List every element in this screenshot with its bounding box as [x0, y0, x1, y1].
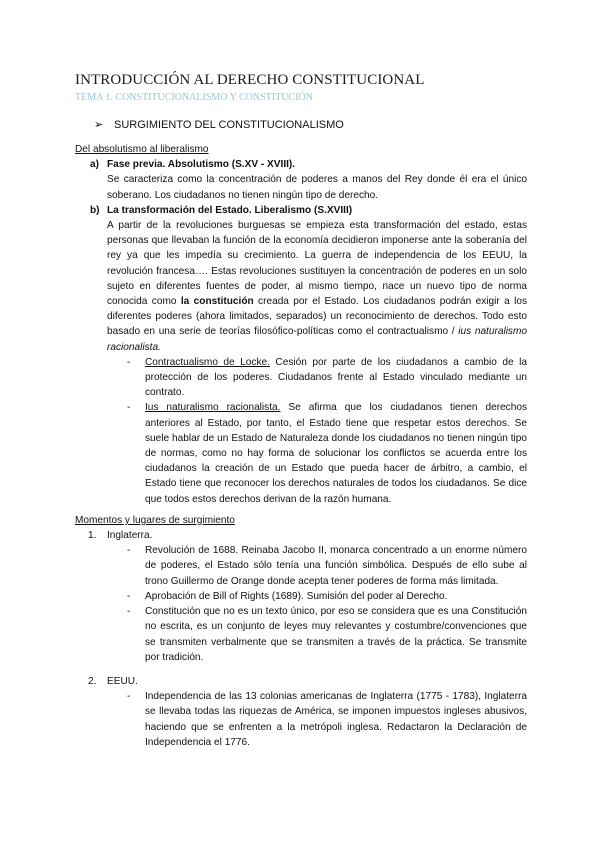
phase-b-title: La transformación del Estado. Liberalismo (S.XVIII)	[107, 204, 353, 216]
list-item-inglaterra	[75, 528, 527, 665]
dash-marker: -	[127, 691, 131, 703]
dash-marker: -	[127, 402, 131, 414]
spacer	[75, 665, 527, 674]
theory-term: Contractualismo de Locke.	[145, 356, 270, 368]
phase-b-text-part1: A partir de la revoluciones burguesas se empieza esta transformación del estado, estas personas que llevaban la función de la economía decidieron imponerse ante la soberanía del rey ya que les impedía su crecimiento. La guerra de independencia de los EEUU, la revolución francesa…. Estas revoluciones sustituyen la concentración de poderes en un solo sujeto en diferentes fuentes de poder, al mismo tiempo, nace un nuevo tipo de norma conocida como	[107, 220, 527, 308]
list-item	[107, 543, 527, 589]
list-marker: b)	[90, 204, 100, 216]
dash-marker: -	[127, 606, 131, 618]
list-item	[107, 589, 527, 604]
list-item	[107, 689, 527, 750]
theory-list	[107, 355, 527, 507]
theory-text: Se afirma que los ciudadanos tienen derechos anteriores al Estado, por tanto, el Estado tiene que respetar estos derechos. Se suele hablar de un Estado de Naturaleza donde los ciudadanos no tienen ningún tipo de normas, como no hay forma de solucionar los conflictos se acuerda entre los ciudadanos la creación de un Estado que pueda hacer de árbitro, a cambio, el Estado tiene que reconocer los derechos naturales de todos los ciudadanos. Se dice que todos estos derechos derivan de la razón humana.	[145, 402, 528, 505]
country-name: Inglaterra.	[107, 530, 153, 542]
list-marker: 1.	[88, 530, 97, 542]
list-item-contractualismo	[107, 355, 527, 401]
fact-text: Aprobación de Bill of Rights (1689). Sumisión del poder al Derecho.	[145, 590, 448, 602]
phase-b-text-bold: la constitución	[180, 296, 254, 308]
subheading-absolutismo: Del absolutismo al liberalismo	[75, 144, 209, 155]
list-item-eeuu	[75, 674, 527, 750]
list-marker: a)	[90, 159, 99, 171]
document-body	[75, 142, 527, 750]
phase-a-text: Se caracteriza como la concentración de poderes a manos del Rey donde él era el único soberano. Los ciudadanos no tienen ningún tipo de derecho.	[107, 174, 527, 201]
theory-term: Ius naturalismo racionalista.	[145, 402, 281, 414]
dash-marker: -	[127, 545, 131, 557]
country-list	[75, 528, 527, 750]
subheading-momentos: Momentos y lugares de surgimiento	[75, 514, 235, 526]
country-facts	[107, 689, 527, 750]
fact-text: Revolución de 1688. Reinaba Jacobo II, monarca concentrado a un enorme número de poderes, el Estado sólo tenía una función simbólica. Después de ello sube al trono Guillermo de Orange donde acepta tener poderes de forma más limitada.	[145, 545, 527, 587]
fact-text: Constitución que no es un texto único, por eso se considera que es una Constitución no escrita, es un conjunto de leyes muy relevantes y costumbre/convenciones que se transmiten verbalmente que se transmiten a través de la práctica. Se transmite por tradición.	[145, 606, 527, 663]
phase-b-text-italic: ius naturalismo racionalista.	[107, 326, 527, 353]
phase-b-text-part2: creada por el Estado. Los ciudadanos podrán exigir a los diferentes poderes (ahora limitados, separados) un reconocimiento de derechos. Todo esto basado en una serie de teorías filosófico-políticas como el contractualismo /	[107, 296, 527, 338]
fact-text: Independencia de las 13 colonias americanas de Inglaterra (1775 - 1783), Inglaterra se llevaba todas las riquezas de América, se imponen impuestos ingleses abusivos, haciendo que se enfrenten a la metrópoli inglesa. Redactaron la Declaración de Independencia el 1776.	[145, 691, 527, 748]
document-title: INTRODUCCIÓN AL DERECHO CONSTITUCIONAL	[75, 72, 425, 88]
dash-marker: -	[127, 590, 131, 602]
list-marker: 2.	[88, 675, 97, 687]
theory-text: Cesión por parte de los ciudadanos a cambio de la protección de los poderes. Ciudadanos frente al Estado vinculado mediante un contrato.	[145, 356, 527, 399]
phase-list	[75, 157, 527, 507]
phase-a-title: Fase previa. Absolutismo (S.XV - XVIII).	[107, 159, 296, 171]
phase-b-text	[107, 218, 527, 355]
list-item-ius-naturalismo	[107, 400, 527, 506]
document-subtitle: TEMA 1. CONSTITUCIONALISMO Y CONSTITUCIÓN	[75, 92, 313, 103]
list-item	[107, 604, 527, 665]
arrow-bullet-icon: ➢	[94, 119, 104, 131]
dash-marker: -	[127, 356, 131, 368]
country-facts	[107, 543, 527, 665]
list-item-phase-b	[75, 203, 527, 507]
list-item-phase-a	[75, 157, 527, 203]
section-title: SURGIMIENTO DEL CONSTITUCIONALISMO	[114, 119, 344, 131]
section-heading	[94, 118, 344, 131]
country-name: EEUU.	[107, 675, 138, 687]
